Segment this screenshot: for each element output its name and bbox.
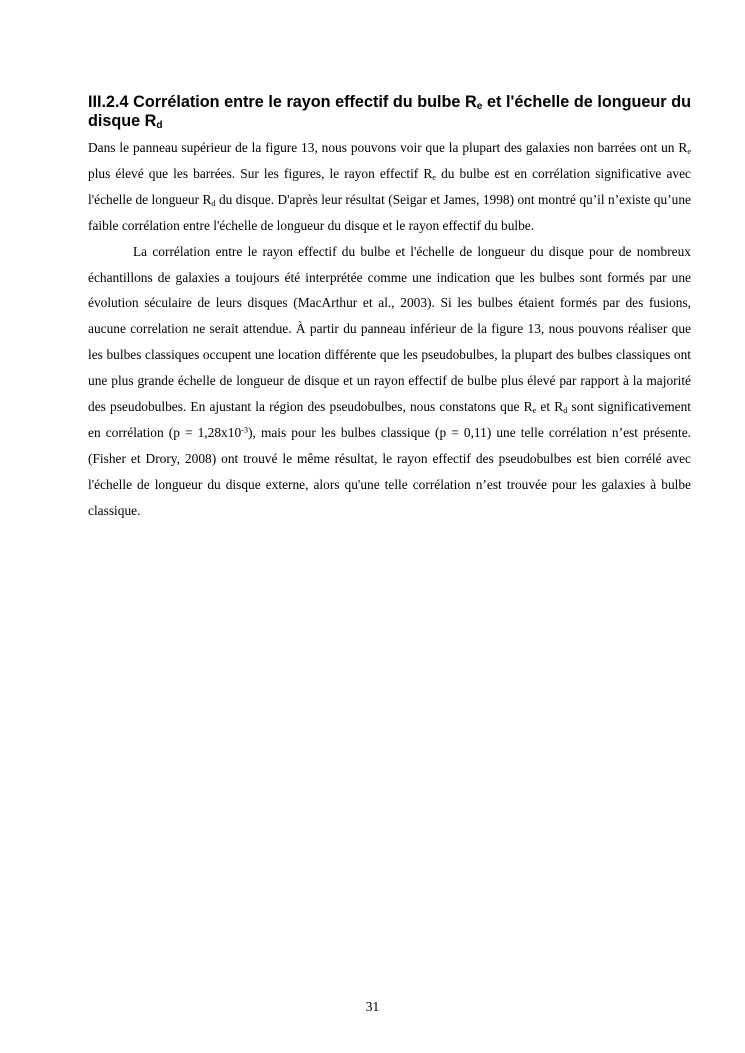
page-content [88, 93, 691, 524]
section-title-subscript-d: d [156, 120, 163, 131]
paragraph-1-subscript-3: d [211, 198, 216, 208]
paragraph-2-text-4: ), mais pour les bulbes classique (p = 0,11) une telle corrélation n’est présente. (Fisher et Drory, 2008) ont trouvé le même résultat, le rayon effectif des pseudobulbes est bien corrélé avec l'échelle de longueur du disque externe, alors qu'une telle corrélation n’est trouvée pour les galaxies à bulbe classique. [88, 424, 691, 518]
paragraph-2-text-3: sont significativement en corrélation (p = 1,28x10 [88, 399, 692, 440]
section-number: III.2.4 [88, 93, 129, 111]
section-heading [88, 93, 691, 131]
page-number: 31 [365, 999, 380, 1014]
paragraph-1-subscript-2: e [432, 172, 436, 182]
paragraph-2-superscript-1: -3 [241, 425, 249, 435]
paragraph-2 [88, 239, 691, 524]
paragraph-2-subscript-1: e [532, 406, 537, 416]
paragraph-2-subscript-2: d [563, 406, 568, 416]
paragraph-1-text-1: Dans le panneau supérieur de la figure 13, nous pouvons voir que la plupart des galaxies non barrées ont un R [88, 140, 688, 155]
paragraph-1-text-2: plus élevé que les barrées. Sur les figures, le rayon effectif R [88, 165, 433, 181]
paragraph-2-text-2: et R [536, 399, 564, 415]
section-title-subscript-e: e [476, 101, 483, 112]
paragraph-1-text-3: du bulbe est en corrélation significative avec l'échelle de longueur R [88, 165, 691, 207]
paragraph-1-text-4: du disque. D'après leur résultat (Seigar et James, 1998) ont montré qu’il n’existe qu’une faible corrélation entre l'échelle de longueur du disque et le rayon effectif du bulbe. [88, 191, 691, 233]
paragraph-1 [88, 135, 691, 239]
section-title-part2: et l'échelle de longueur du disque R [88, 93, 691, 130]
section-title-part1: Corrélation entre le rayon effectif du bulbe R [133, 93, 477, 111]
paragraph-1-subscript-1: e [687, 147, 691, 157]
paragraph-2-text-1: La corrélation entre le rayon effectif du bulbe et l'échelle de longueur du disque pour de nombreux échantillons de galaxies a toujours été interprétée comme une indication que les bulbes sont formés par une évolution séculaire de leurs disques (MacArthur et al., 2003). Si les bulbes étaient formés par des fusions, aucune correlation ne serait attendue. À partir du panneau inférieur de la figure 13, nous pouvons réaliser que les bulbes classiques occupent une location différente que les pseudobulbes, la plupart des bulbes classiques ont une plus grande échelle de longueur de disque et un rayon effectif de bulbe plus élevé par rapport à la majorité des pseudobulbes. En ajustant la région des pseudobulbes, nous constatons que R [88, 243, 691, 415]
